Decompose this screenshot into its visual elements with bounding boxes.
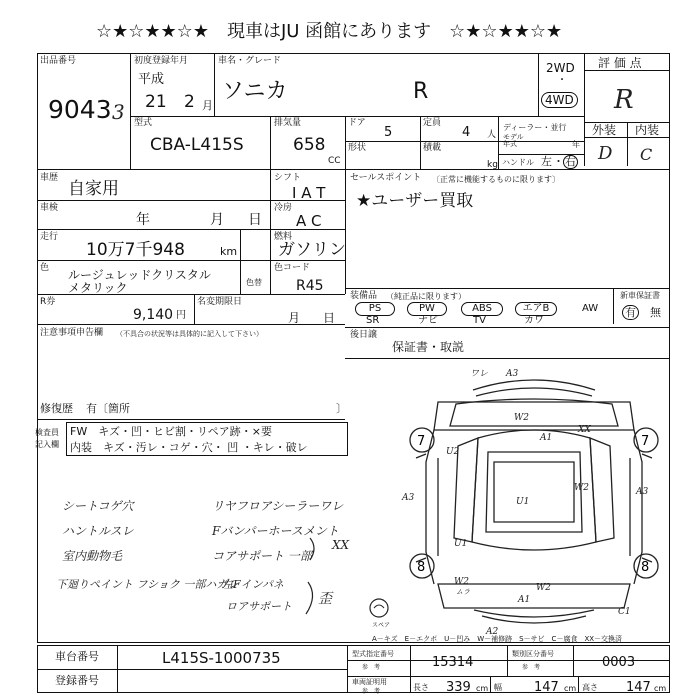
chassis-value: L415S-1000735 xyxy=(162,649,281,667)
handle-right-circled: 右 xyxy=(565,155,576,168)
aircon-value: A C xyxy=(296,212,322,230)
mark-xx: XX xyxy=(332,538,350,552)
model-label: 型式 xyxy=(134,118,153,128)
inspection-year-unit: 年 xyxy=(136,212,150,228)
capacity-value: 4 xyxy=(462,125,471,140)
exterior-label: 外装 xyxy=(592,123,617,137)
equip-aw: AW xyxy=(582,303,599,314)
equip-leather: カワ xyxy=(524,315,544,326)
shift-value: I A T xyxy=(292,184,326,202)
exterior-value: D xyxy=(598,143,613,164)
equip-ps: PS xyxy=(355,302,395,316)
model-year-label1: モデル xyxy=(503,133,524,141)
load-unit: kg xyxy=(487,160,498,170)
equipment-label: 装備品 xyxy=(350,291,378,301)
shift-label: シフト xyxy=(274,173,302,183)
recycle-unit: 円 xyxy=(176,310,186,321)
note-bumper-reinforcement: Fバンパーホースメント xyxy=(212,524,339,538)
inspection-month-unit: 月 xyxy=(210,212,224,228)
tire-fl: 7 xyxy=(417,434,426,449)
equip-tv: TV xyxy=(473,315,486,326)
dimensions-label: 車両証明用 xyxy=(352,678,387,686)
interior-label: 内装 xyxy=(635,123,660,137)
dmg-a1-front: A1 xyxy=(540,433,553,443)
spare-tire-icon xyxy=(366,596,394,620)
dmg-u1-left: U1 xyxy=(454,539,468,549)
equip-sr: SR xyxy=(366,315,380,326)
inspector-row-1: FW キズ・凹・ヒビ割・リペア跡・×要 xyxy=(70,425,272,438)
model-value: CBA-L415S xyxy=(150,135,244,155)
note-seat-burn: シートコゲ穴 xyxy=(62,499,134,513)
color-code: R45 xyxy=(296,278,324,294)
registration-month: 2 xyxy=(184,92,195,112)
color-value-2: メタリック xyxy=(68,281,128,295)
inspector-row-2: 内装 キズ・汚レ・コゲ・穴・ 凹 ・キレ・破レ xyxy=(70,441,308,454)
dmg-w2-mid: W2 xyxy=(574,483,589,493)
meigi-day-unit: 日 xyxy=(323,311,336,325)
registration-label: 初度登録年月 xyxy=(134,56,189,66)
load-label: 積載 xyxy=(423,143,442,153)
length-value: 339 xyxy=(446,680,471,695)
dmg-a2: A2 xyxy=(486,627,499,637)
note-animal-hair: 室内動物毛 xyxy=(62,549,123,563)
recycle-value: 9,140 xyxy=(133,307,174,323)
usage-value: 自家用 xyxy=(68,179,119,199)
dmg-w2-side: W2 xyxy=(536,583,551,593)
class-no-sub: 参 考 xyxy=(522,664,541,671)
inspector-label-1: 検査員 xyxy=(35,428,59,437)
note-lower-support: ロアサポート xyxy=(226,600,292,613)
dmg-a3-left: A3 xyxy=(402,493,415,503)
length-unit: cm xyxy=(476,684,489,693)
dmg-mura: ムラ xyxy=(456,588,470,596)
inspector-label-2: 記入欄 xyxy=(35,440,59,449)
fuel-label: 燃料 xyxy=(274,232,293,242)
score-value: R xyxy=(614,85,634,115)
sales-point-note: 〔正常に機能するものに限ります〕 xyxy=(432,175,560,184)
equip-pw: PW xyxy=(407,302,447,316)
dmg-xx: XX xyxy=(578,425,591,435)
repair-record-value: 有〔箇所 xyxy=(86,402,130,415)
usage-label: 車歴 xyxy=(40,173,59,183)
drive-2wd: 2WD xyxy=(546,61,575,75)
equipment-note: （純正品に限ります） xyxy=(386,292,466,301)
mileage-value: 10万7千948 xyxy=(86,240,185,260)
tire-rr: 8 xyxy=(641,560,650,575)
dmg-ware: ワレ xyxy=(470,369,489,379)
car-outline xyxy=(416,380,652,623)
fuel-value: ガソリン xyxy=(278,240,346,260)
note-core-support: コアサポート 一部 xyxy=(212,549,312,563)
dimensions-sub: 参 考 xyxy=(362,688,381,695)
dmg-a1-rear: A1 xyxy=(518,595,531,605)
height-unit: cm xyxy=(654,684,667,693)
drive-4wd-circled: 4WD xyxy=(541,92,578,108)
aircon-label: 冷房 xyxy=(274,203,293,213)
note-underbody: 下廻りペイント フショク 一部ハガレ xyxy=(56,578,239,591)
car-grade: R xyxy=(413,79,429,104)
dmg-a3-top: A3 xyxy=(506,369,519,379)
color-tone-label: 色替 xyxy=(246,278,262,287)
meigi-label: 名変期限日 xyxy=(197,297,243,307)
attention-note: （不具合の状況等は具体的に記入して下さい） xyxy=(116,330,263,338)
handle-dot: ・ xyxy=(553,155,564,168)
equip-abs: ABS xyxy=(461,302,503,316)
lot-label: 出品番号 xyxy=(40,56,77,66)
displacement-label: 排気量 xyxy=(274,118,302,128)
color-code-label: 色コード xyxy=(274,263,311,273)
equip-airbag: エアB xyxy=(515,302,557,316)
back-page-items: 保証書・取説 xyxy=(392,340,465,354)
note-instrument-panel: 左Fインパネ xyxy=(222,578,284,591)
height-label: 高さ xyxy=(582,683,598,692)
width-value: 147 xyxy=(534,680,559,695)
meigi-month-unit: 月 xyxy=(288,311,301,325)
spare-label-text: スペア xyxy=(372,622,391,629)
width-unit: cm xyxy=(564,684,577,693)
doors-value: 5 xyxy=(384,125,393,140)
handwriting-brackets xyxy=(290,530,330,620)
dealer-label: ディーラー・並行 xyxy=(503,123,567,132)
displacement-value: 658 xyxy=(293,135,326,155)
note-handle-wear: ハントルスレ xyxy=(62,524,134,538)
tire-rl: 8 xyxy=(417,560,426,575)
attention-label: 注意事項申告欄 xyxy=(40,328,104,338)
plate-label: 登録番号 xyxy=(55,674,99,687)
drive-dot: ・ xyxy=(557,75,567,86)
mileage-unit: km xyxy=(220,245,238,258)
damage-legend: A－キズ E－エクボ U－凹み W－補修跡 S－サビ C－腐食 XX－交換済 xyxy=(372,635,623,643)
score-label: 評 価 点 xyxy=(598,56,642,70)
capacity-unit: 人 xyxy=(487,130,497,140)
equip-navi: ナビ xyxy=(418,315,438,326)
height-value: 147 xyxy=(626,680,651,695)
dmg-c1: C1 xyxy=(618,607,631,617)
model-year-unit: 年 xyxy=(572,140,580,149)
displacement-unit: CC xyxy=(328,156,341,166)
car-name-label: 車名・グレード xyxy=(218,56,282,66)
car-name: ソニカ xyxy=(222,79,288,104)
capacity-label: 定員 xyxy=(423,118,442,128)
dmg-w2-rear: W2 xyxy=(454,577,469,587)
color-label: 色 xyxy=(40,263,50,273)
doors-label: ドア xyxy=(348,118,366,128)
chassis-label: 車台番号 xyxy=(55,650,99,663)
back-page-label: 後日譲 xyxy=(350,330,378,340)
sales-point-label: セールスポイント xyxy=(350,173,422,183)
warranty-book-no: 無 xyxy=(650,306,661,319)
inspection-label: 車検 xyxy=(40,203,59,213)
dmg-w2-front: W2 xyxy=(514,413,529,423)
handle-label: ハンドル xyxy=(502,158,534,167)
page-title: ☆★☆★★☆★ 現車はJU 函館にあります ☆★☆★★☆★ xyxy=(96,21,563,42)
mileage-label: 走行 xyxy=(40,232,59,242)
recycle-label: R券 xyxy=(40,297,56,307)
registration-year: 21 xyxy=(145,92,167,112)
model-year-label2: 年式 xyxy=(503,140,517,148)
car-damage-diagram xyxy=(398,362,670,644)
mark-mi: 歪 xyxy=(318,591,332,607)
inspector-row-frame xyxy=(66,422,348,456)
color-value-1: ルージュレッドクリスタル xyxy=(68,268,211,282)
repair-record-label: 修復歴 xyxy=(40,402,73,415)
length-label: 長さ xyxy=(413,683,429,692)
type-no-label: 型式指定番号 xyxy=(352,650,394,658)
handle-left: 左 xyxy=(541,155,552,168)
class-no-label: 類別区分番号 xyxy=(512,650,554,658)
dmg-u2: U2 xyxy=(446,447,460,457)
lot-suffix: 3 xyxy=(112,100,125,124)
type-no-value: 15314 xyxy=(432,655,474,670)
lot-number: 9043 xyxy=(48,95,112,124)
warranty-book-label: 新車保証書 xyxy=(620,291,660,300)
warranty-book-yes-circled: 有 xyxy=(622,305,639,320)
sales-point-text: ★ユーザー買取 xyxy=(356,191,474,211)
dmg-a3-right: A3 xyxy=(636,487,649,497)
type-no-sub: 参 考 xyxy=(362,664,381,671)
note-rear-floor: リヤフロアシーラーワレ xyxy=(212,499,344,513)
class-no-value: 0003 xyxy=(602,655,636,670)
interior-value: C xyxy=(640,145,653,164)
shape-label: 形状 xyxy=(348,143,367,153)
registration-month-unit: 月 xyxy=(202,99,213,112)
registration-era: 平成 xyxy=(138,72,165,87)
tire-fr: 7 xyxy=(641,434,650,449)
width-label: 幅 xyxy=(494,683,502,692)
repair-record-end: 〕 xyxy=(336,402,347,415)
inspection-day-unit: 日 xyxy=(248,212,262,228)
dmg-u1-mid: U1 xyxy=(516,497,530,507)
